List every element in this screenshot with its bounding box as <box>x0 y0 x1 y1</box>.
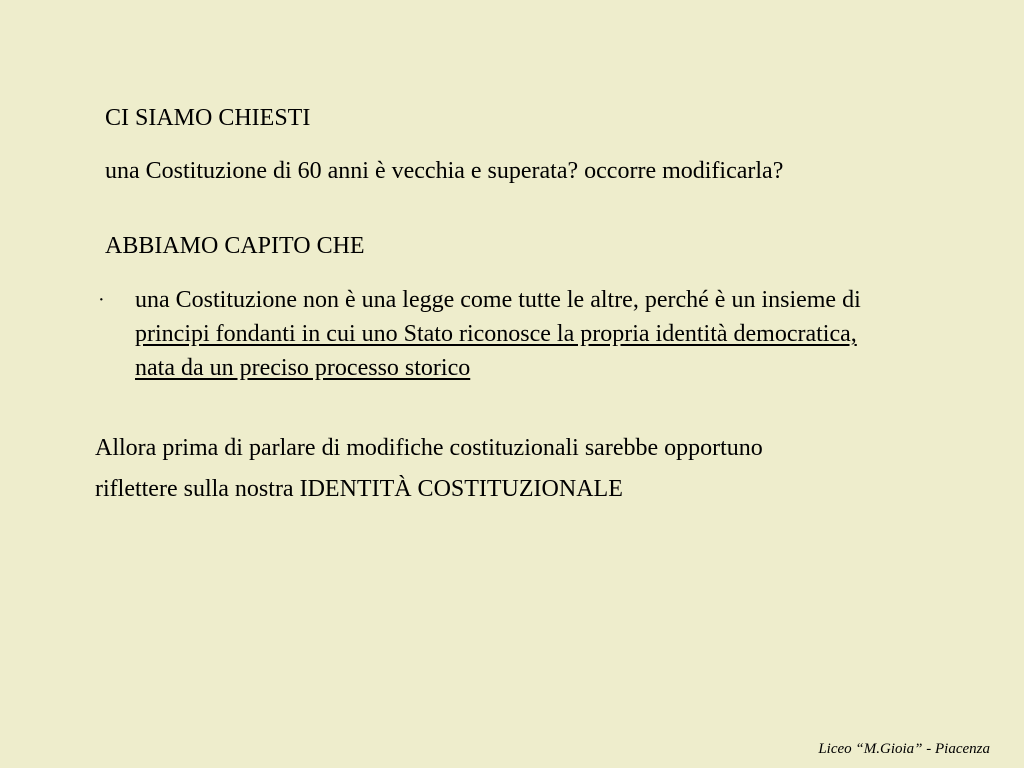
footer-credit: Liceo “M.Gioia” - Piacenza <box>818 741 990 757</box>
heading-understood: ABBIAMO CAPITO CHE <box>105 233 365 259</box>
conclusion-line-2-lead: riflettere sulla nostra <box>95 476 300 502</box>
bullet-marker: · <box>98 289 105 311</box>
heading-asked: CI SIAMO CHIESTI <box>105 105 311 131</box>
conclusion-line-2 <box>95 472 623 506</box>
bullet-text-lead: una Costituzione non è una legge come tutte le altre, perché è un insieme di <box>135 287 861 313</box>
conclusion-emphasis: IDENTITÀ COSTITUZIONALE <box>299 476 623 502</box>
bullet-text-underlined: principi fondanti in cui uno Stato riconosce la propria identità democratica, nata da un preciso processo storico <box>135 321 857 381</box>
conclusion-line-1: Allora prima di parlare di modifiche costituzionali sarebbe opportuno <box>95 435 763 461</box>
bullet-text <box>135 283 895 385</box>
question-text: una Costituzione di 60 anni è vecchia e superata? occorre modificarla? <box>105 158 784 184</box>
